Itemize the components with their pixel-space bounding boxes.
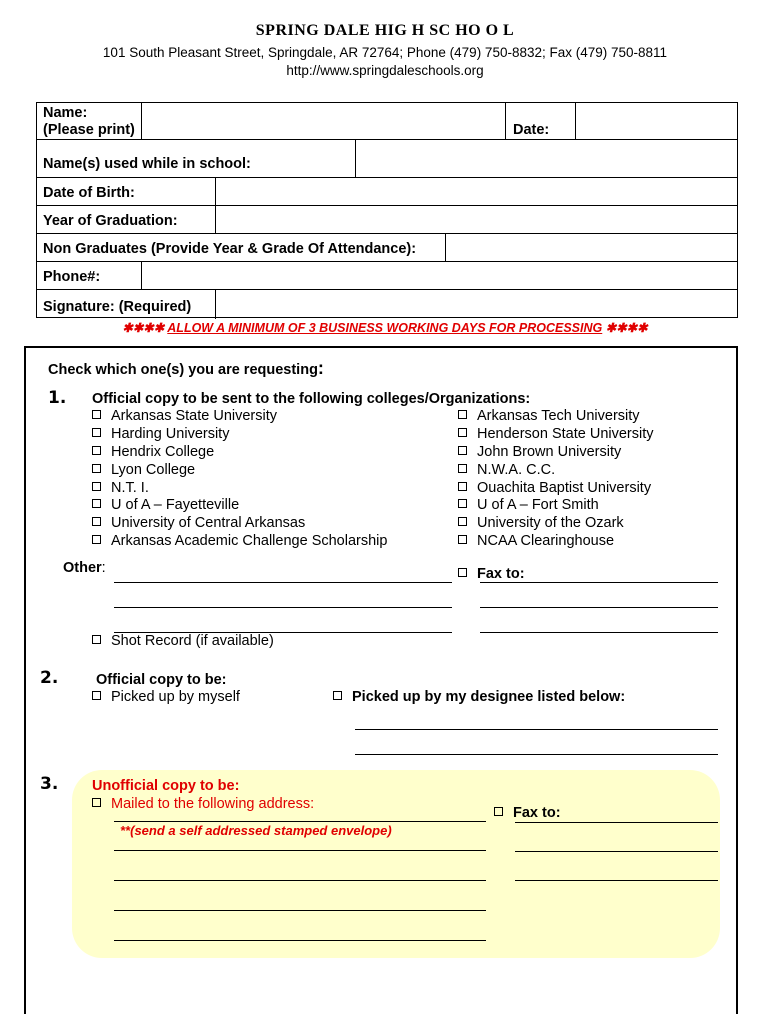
college-option-label: U of A – Fort Smith bbox=[477, 497, 599, 514]
college-option-label: Henderson State University bbox=[477, 425, 654, 442]
checkbox-icon[interactable] bbox=[458, 464, 467, 473]
checkbox-icon[interactable] bbox=[458, 410, 467, 419]
phone-label: Phone#: bbox=[43, 269, 101, 285]
school-name: SPRING DALE HIG H SC HO O L bbox=[255, 22, 515, 39]
section-3-title: Unofficial copy to be: bbox=[92, 778, 240, 794]
dob-input[interactable] bbox=[216, 178, 736, 204]
fax2-line-3[interactable] bbox=[515, 880, 718, 881]
fax2-line-1[interactable] bbox=[515, 822, 718, 823]
address-line-1[interactable] bbox=[114, 821, 486, 822]
section-3-number: 3. bbox=[40, 774, 59, 794]
names-used-label: Name(s) used while in school: bbox=[43, 156, 251, 172]
non-graduates-label: Non Graduates (Provide Year & Grade Of Attendance): bbox=[43, 241, 417, 257]
checkbox-icon[interactable] bbox=[92, 446, 101, 455]
school-website[interactable]: http://www.springdaleschools.org bbox=[286, 63, 484, 78]
processing-notice-text: ALLOW A MINIMUM OF 3 BUSINESS WORKING DAYS FOR PROCESSING bbox=[167, 321, 603, 335]
checkbox-icon[interactable] bbox=[458, 482, 467, 491]
designee-line-2[interactable] bbox=[355, 754, 718, 755]
college-option[interactable] bbox=[92, 408, 387, 426]
checkbox-icon[interactable] bbox=[458, 568, 467, 577]
fax-line-1[interactable] bbox=[480, 582, 718, 583]
college-option[interactable] bbox=[92, 444, 387, 462]
checkbox-icon[interactable] bbox=[92, 535, 101, 544]
college-option[interactable] bbox=[458, 515, 654, 533]
college-option[interactable] bbox=[92, 497, 387, 515]
college-option-label: Arkansas Academic Challenge Scholarship bbox=[111, 533, 388, 550]
signature-label: Signature: (Required) bbox=[43, 299, 192, 315]
other-label: Other: bbox=[63, 560, 106, 576]
college-option[interactable] bbox=[458, 533, 654, 551]
checkbox-icon[interactable] bbox=[458, 517, 467, 526]
request-prompt: Check which one(s) you are requesting: bbox=[48, 358, 324, 378]
college-option-label: N.T. I. bbox=[111, 479, 149, 496]
date-input[interactable] bbox=[576, 104, 736, 138]
college-option-label: John Brown University bbox=[477, 443, 622, 460]
star-icons-left: ✱✱✱✱ bbox=[122, 321, 165, 335]
college-list-right bbox=[458, 408, 654, 551]
checkbox-icon[interactable] bbox=[92, 691, 101, 700]
checkbox-icon[interactable] bbox=[92, 482, 101, 491]
fax-line-2[interactable] bbox=[480, 607, 718, 608]
fax-option-2[interactable]: Fax to: bbox=[494, 805, 561, 821]
college-option-label: NCAA Clearinghouse bbox=[477, 533, 615, 550]
student-info-table bbox=[36, 102, 738, 318]
checkbox-icon[interactable] bbox=[333, 691, 342, 700]
college-option[interactable] bbox=[458, 426, 654, 444]
designee-line-1[interactable] bbox=[355, 729, 718, 730]
checkbox-icon[interactable] bbox=[92, 635, 101, 644]
graduation-year-label: Year of Graduation: bbox=[43, 213, 178, 229]
fax-line-3[interactable] bbox=[480, 632, 718, 633]
address-line-4[interactable] bbox=[114, 910, 486, 911]
college-option[interactable] bbox=[92, 462, 387, 480]
shot-record-option[interactable]: Shot Record (if available) bbox=[92, 633, 274, 649]
address-line-3[interactable] bbox=[114, 880, 486, 881]
college-option[interactable] bbox=[92, 480, 387, 498]
section-1-number: 1. bbox=[48, 388, 67, 408]
mailed-option[interactable]: Mailed to the following address: bbox=[92, 796, 314, 812]
college-list-left bbox=[92, 408, 387, 551]
college-option[interactable] bbox=[92, 426, 387, 444]
college-option[interactable] bbox=[92, 533, 387, 551]
college-option-label: University of the Ozark bbox=[477, 515, 624, 532]
date-label: Date: bbox=[513, 122, 550, 138]
college-option-label: U of A – Fayetteville bbox=[111, 497, 240, 514]
graduation-year-input[interactable] bbox=[216, 206, 736, 232]
college-option[interactable] bbox=[92, 515, 387, 533]
college-option[interactable] bbox=[458, 497, 654, 515]
name-label: Name: bbox=[43, 105, 88, 121]
college-option[interactable] bbox=[458, 480, 654, 498]
checkbox-icon[interactable] bbox=[92, 410, 101, 419]
dob-label: Date of Birth: bbox=[43, 185, 135, 201]
college-option-label: Arkansas State University bbox=[111, 408, 278, 424]
envelope-note: **(send a self addressed stamped envelope) bbox=[120, 823, 392, 838]
name-input[interactable] bbox=[142, 104, 504, 138]
fax-option-1[interactable]: Fax to: bbox=[458, 566, 525, 582]
checkbox-icon[interactable] bbox=[458, 499, 467, 508]
section-2-title: Official copy to be: bbox=[96, 672, 227, 688]
college-option-label: Arkansas Tech University bbox=[477, 408, 640, 424]
address-line-5[interactable] bbox=[114, 940, 486, 941]
checkbox-icon[interactable] bbox=[92, 517, 101, 526]
college-option-label: Hendrix College bbox=[111, 443, 215, 460]
pickup-designee-option[interactable]: Picked up by my designee listed below: bbox=[333, 689, 625, 705]
college-option-label: N.W.A. C.C. bbox=[477, 461, 556, 478]
college-option-label: Ouachita Baptist University bbox=[477, 479, 652, 496]
non-graduates-input[interactable] bbox=[446, 234, 736, 260]
checkbox-icon[interactable] bbox=[458, 428, 467, 437]
checkbox-icon[interactable] bbox=[92, 499, 101, 508]
college-option-label: Lyon College bbox=[111, 461, 196, 478]
checkbox-icon[interactable] bbox=[494, 807, 503, 816]
checkbox-icon[interactable] bbox=[92, 798, 101, 807]
school-address: 101 South Pleasant Street, Springdale, AR 72764; Phone (479) 750-8832; Fax (479) 750-8811 bbox=[102, 45, 668, 60]
star-icons-right: ✱✱✱✱ bbox=[605, 321, 648, 335]
college-option[interactable] bbox=[458, 444, 654, 462]
phone-input[interactable] bbox=[142, 262, 736, 288]
college-option[interactable] bbox=[458, 462, 654, 480]
checkbox-icon[interactable] bbox=[92, 428, 101, 437]
college-option[interactable] bbox=[458, 408, 654, 426]
fax2-line-2[interactable] bbox=[515, 851, 718, 852]
address-line-2[interactable] bbox=[114, 850, 486, 851]
college-option-label: University of Central Arkansas bbox=[111, 515, 306, 532]
pickup-self-option[interactable]: Picked up by myself bbox=[92, 689, 240, 705]
name-print-label: (Please print) bbox=[43, 122, 135, 138]
section-2-number: 2. bbox=[40, 668, 59, 688]
checkbox-icon[interactable] bbox=[458, 446, 467, 455]
names-used-input[interactable] bbox=[356, 140, 736, 176]
processing-notice bbox=[0, 320, 770, 335]
checkbox-icon[interactable] bbox=[92, 464, 101, 473]
other-line-2[interactable] bbox=[114, 607, 452, 608]
checkbox-icon[interactable] bbox=[458, 535, 467, 544]
college-option-label: Harding University bbox=[111, 425, 230, 442]
signature-input[interactable] bbox=[216, 290, 736, 318]
other-line-1[interactable] bbox=[114, 582, 452, 583]
section-1-title: Official copy to be sent to the following colleges/Organizations: bbox=[92, 391, 531, 407]
